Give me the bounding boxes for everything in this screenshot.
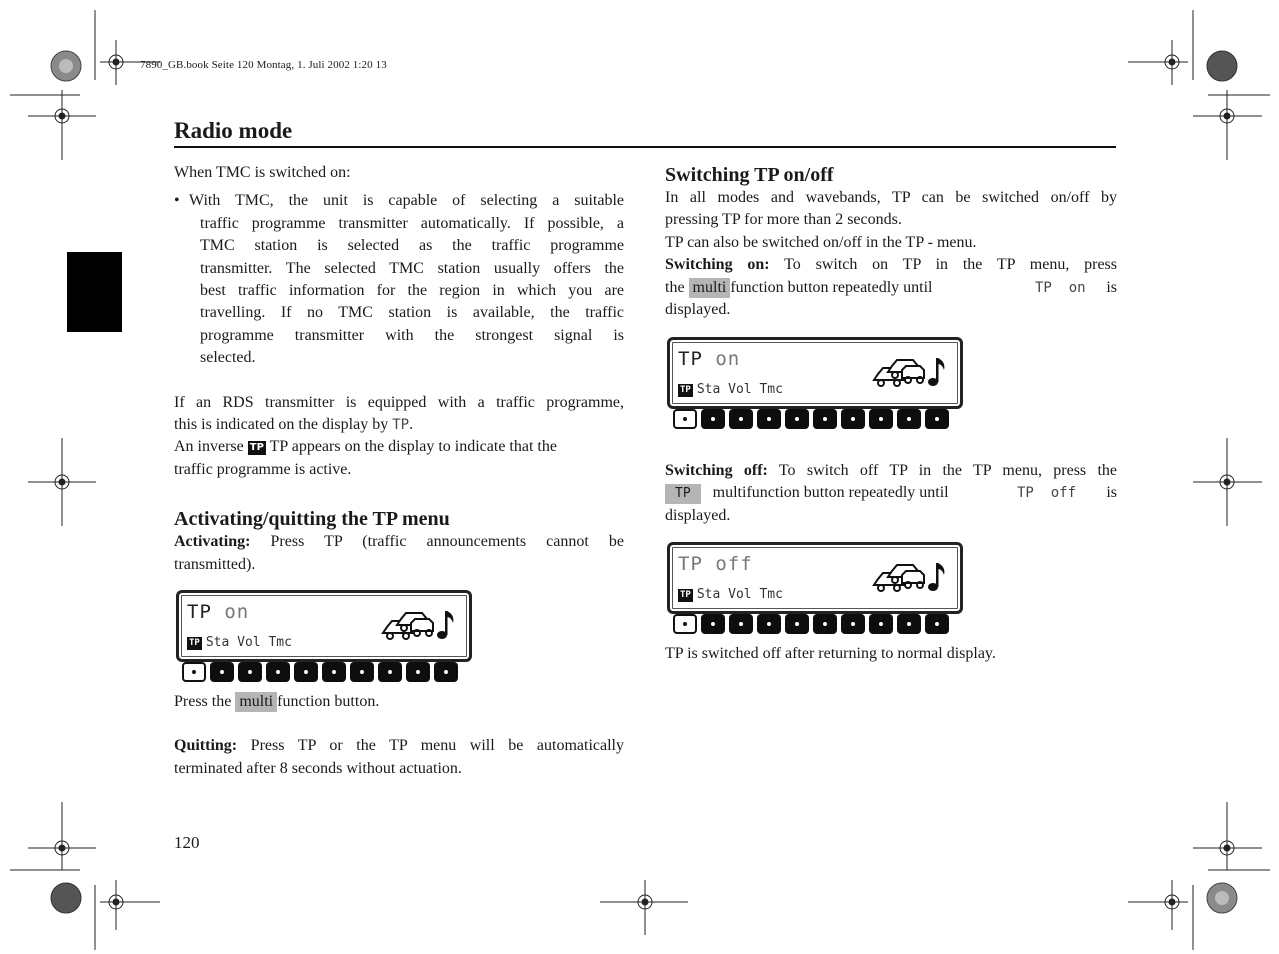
bullet-line-1: With TMC, the unit is capable of selecting a suitable [189, 192, 624, 210]
softkey[interactable] [378, 662, 402, 682]
tp-on-value: TP on [1035, 279, 1086, 296]
inverse-line-1: An inverse TP TP appears on the display to indicate that the [174, 438, 557, 456]
bullet-marker: • [174, 192, 180, 210]
quitting-line-2: terminated after 8 seconds without actuation. [174, 759, 462, 777]
lcd-line-2: TP Sta Vol Tmc [189, 635, 292, 650]
rds-line-1: If an RDS transmitter is equipped with a traffic programme, [174, 393, 624, 411]
inverse-line-2: traffic programme is active. [174, 460, 352, 478]
traffic-cars-note-icon [870, 557, 950, 597]
softkey[interactable] [757, 614, 781, 634]
traffic-cars-note-icon [379, 605, 459, 645]
switch-on-line-1: Switching on: To switch on TP in the TP menu, press [665, 256, 1118, 274]
tp-inverse-badge: TP [249, 442, 264, 454]
lcd-line-1: TP off [678, 553, 753, 575]
softkey[interactable] [925, 409, 949, 429]
softkey[interactable] [673, 614, 697, 634]
softkey[interactable] [350, 662, 374, 682]
multi-button-label: multi [689, 278, 731, 298]
switch-on-line-2: the multi function button repeatedly until TP on is [665, 277, 1117, 299]
title-rule [174, 146, 1116, 148]
lcd-tp-badge: TP [680, 385, 691, 395]
chapter-tab-marker [67, 252, 122, 332]
bullet-line-8: selected. [200, 349, 256, 367]
right-column-middle [665, 460, 1117, 527]
right-column-closing [665, 643, 1117, 665]
right-column [665, 163, 1117, 321]
press-multi-line: Press the multi function button. [174, 693, 380, 710]
section-title-tp-menu: Activating/quitting the TP menu [174, 508, 450, 531]
softkey[interactable] [785, 409, 809, 429]
softkey[interactable] [897, 614, 921, 634]
softkey[interactable] [841, 409, 865, 429]
lcd-display-tp-off [667, 542, 963, 636]
quitting-line-1: Quitting: Press TP or the TP menu will be automatically [174, 737, 624, 755]
softkey[interactable] [869, 614, 893, 634]
lcd-tp-badge: TP [680, 590, 691, 600]
softkey[interactable] [673, 409, 697, 429]
left-column [174, 162, 624, 576]
lcd-softkeys [673, 614, 949, 634]
bullet-line-4: transmitter. The selected TMC station usually offers the [200, 259, 624, 277]
softkey[interactable] [841, 614, 865, 634]
modes-line-2: pressing TP for more than 2 seconds. [665, 211, 902, 229]
softkey[interactable] [266, 662, 290, 682]
softkey[interactable] [182, 662, 206, 682]
traffic-cars-note-icon [870, 352, 950, 392]
lcd-line-2: TP Sta Vol Tmc [680, 587, 783, 602]
section-title-switching: Switching TP on/off [665, 164, 834, 186]
softkey[interactable] [925, 614, 949, 634]
tp-button-label: TP [665, 484, 701, 504]
softkey[interactable] [406, 662, 430, 682]
lcd-line-1: TP on [678, 348, 741, 370]
lcd-softkeys [182, 662, 458, 682]
tmc-bullet [174, 190, 624, 369]
switch-off-line-1: Switching off: To switch off TP in the TP menu, press the [665, 462, 1117, 479]
softkey[interactable] [238, 662, 262, 682]
lcd-screen [176, 590, 472, 662]
softkey[interactable] [294, 662, 318, 682]
bullet-line-7: programme transmitter with the strongest signal is [200, 326, 624, 344]
modes-line-1: In all modes and wavebands, TP can be switched on/off by [665, 189, 1117, 206]
softkey[interactable] [434, 662, 458, 682]
activating-line-1: Activating: Press TP (traffic announcements cannot be [174, 533, 624, 551]
bullet-line-3: TMC station is selected as the traffic programme [200, 237, 624, 255]
left-column-lower [174, 691, 624, 780]
switch-off-line-3: displayed. [665, 506, 731, 524]
bullet-line-2: traffic programme transmitter automatically. If possible, a [200, 214, 624, 232]
page-number: 120 [174, 833, 200, 852]
softkey[interactable] [813, 409, 837, 429]
lcd-screen [667, 542, 963, 614]
softkey[interactable] [785, 614, 809, 634]
bullet-line-5: best traffic information for the region in which you are [200, 282, 624, 300]
bullet-line-6: travelling. If no TMC station is available, the traffic [200, 304, 624, 322]
softkey[interactable] [757, 409, 781, 429]
softkey[interactable] [701, 409, 725, 429]
switch-off-line-2: TP multifunction button repeatedly until TP off is [665, 482, 1117, 504]
multi-button-label: multi [235, 692, 277, 712]
tp-indicator-text: TP [392, 417, 410, 434]
closing-line: TP is switched off after returning to normal display. [665, 645, 996, 662]
lcd-line-1: TP on [187, 601, 250, 623]
menu-line: TP can also be switched on/off in the TP - menu. [665, 233, 977, 251]
lcd-screen [667, 337, 963, 409]
softkey[interactable] [813, 614, 837, 634]
tmc-intro: When TMC is switched on: [174, 164, 351, 181]
lcd-line-2: TP Sta Vol Tmc [680, 382, 783, 397]
activating-line-2: transmitted). [174, 555, 256, 573]
softkey[interactable] [210, 662, 234, 682]
lcd-tp-badge: TP [189, 638, 200, 648]
lcd-display-tp-on-left [176, 590, 472, 684]
softkey[interactable] [897, 409, 921, 429]
lcd-softkeys [673, 409, 949, 429]
rds-paragraph [174, 392, 624, 482]
switch-on-line-3: displayed. [665, 301, 731, 319]
page-title: Radio mode [174, 118, 293, 143]
rds-line-2: this is indicated on the display by TP. [174, 416, 414, 434]
softkey[interactable] [729, 409, 753, 429]
softkey[interactable] [729, 614, 753, 634]
lcd-display-tp-on [667, 337, 963, 431]
softkey[interactable] [322, 662, 346, 682]
softkey[interactable] [701, 614, 725, 634]
softkey[interactable] [869, 409, 893, 429]
book-header-line: 7890_GB.book Seite 120 Montag, 1. Juli 2002 1:20 13 [140, 59, 387, 71]
tp-off-value: TP off [1017, 485, 1077, 502]
